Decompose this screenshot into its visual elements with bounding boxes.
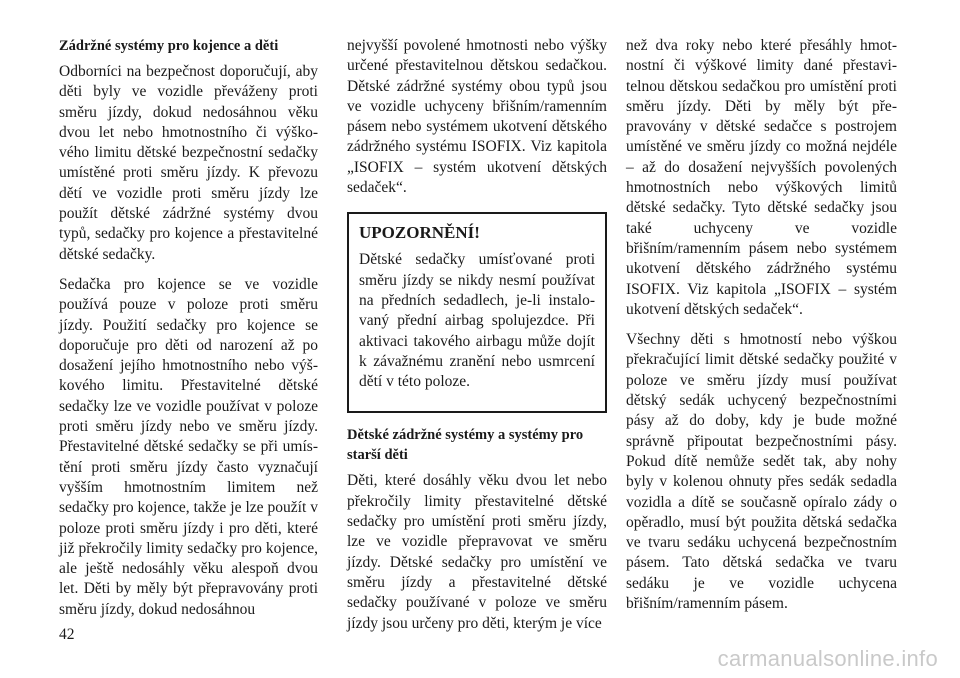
paragraph: nejvyšší povolené hmotnosti nebo výšky určené přestavitelnou dětskou sedačkou. Dětské zádržné systémy obou typů jsou ve vozidle uchyceny břišním/ramenním pásem nebo systémem ukotvení dětského zádržného systému ISOFIX. Viz kapitola „ISOFIX – systém ukotvení dětských sedaček“. bbox=[347, 37, 607, 197]
section-heading-infant-restraints: Zádržné systémy pro kojence a děti bbox=[59, 38, 279, 54]
column-right bbox=[626, 36, 897, 624]
watermark: carmanualsonline.info bbox=[717, 646, 938, 671]
paragraph: Děti, které dosáhly věku dvou let nebo překročily limity přestavitelné dětské sedačky pro umístění proti směru jízdy, lze ve vozidle přepravovat ve směru jízdy. Dětské sedačky pro umístění ve směru jízdy a přestavitelné dětské sedačky používané v poloze ve směru jízdy jsou určeny pro děti, kterým je více bbox=[347, 472, 607, 632]
section-heading-older-children: Dětské zádržné systémy a systémy pro starší děti bbox=[347, 427, 584, 464]
paragraph: Sedačka pro kojence se ve vozidle používá pouze v poloze proti směru jízdy. Použití sedačky pro kojence se doporučuje pro děti od narození až po dosažení jejího hmotnostního nebo výškového limitu. Přestavitelné dětské sedačky lze ve vozidle používat v poloze proti směru jízdy nebo ve směru jízdy. Přestavitelné dětské sedačky se při umístění proti směru jízdy často vyznačují vyšším hmotnostním limitem než sedačky pro kojence, takže je lze použít v poloze proti směru jízdy i pro děti, které již překročily limity sedačky pro kojence, ale ještě nedosáhly věku alespoň dvou let. Děti by měly být přepravovány proti směru jízdy, dokud nedosáhnou bbox=[59, 275, 318, 618]
warning-title: UPOZORNĚNÍ! bbox=[359, 223, 480, 243]
paragraph: Odborníci na bezpečnost doporučují, aby děti byly ve vozidle převáženy proti směru jízdy, dokud nedosáhnou věku dvou let nebo hmotnostního či výškového limitu dětské bezpečnostní sedačky umístěné proti směru jízdy. K převozu dětí ve vozidle proti směru jízdy lze použít dětské zádržné systémy dvou typů, sedačky pro kojence a přestavitelné dětské sedačky. bbox=[59, 63, 318, 263]
warning-box bbox=[347, 212, 607, 413]
warning-body: Dětské sedačky umísťované proti směru jízdy se nikdy nesmí používat na předních sedadlech, je-li instalovaný přední airbag spolujezdce. Při aktivaci takového airbagu může dojít k závažnému zranění nebo usmrcení dětí v této poloze. bbox=[359, 251, 595, 391]
column-left bbox=[59, 36, 318, 630]
page-number: 42 bbox=[59, 626, 75, 643]
paragraph: Všechny děti s hmotností nebo výškou překračující limit dětské sedačky použité v poloze ve směru jízdy musí používat dětský sedák uchycený bezpečnostními pásy až do doby, kdy je bude možné správně připoutat bezpečnostními pásy. Pokud dítě nemůže sedět tak, aby nohy byly v kolenou ohnuty přes sedák sedadla vozidla a dítě se současně opíralo zády o opěradlo, musí být použita dětská sedačka ve tvaru sedáku uchycená bezpečnostním pásem. Tato dětská sedačka ve tvaru sedáku je ve vozidle uchycena břišním/ramenním pásem. bbox=[626, 331, 897, 613]
paragraph: než dva roky nebo které přesáhly hmotnostní či výškové limity dané přestavitelnou dětskou sedačkou pro umístění proti směru jízdy. Děti by měly být přepravovány v dětské sedačce s postrojem umístěné ve směru jízdy co možná nejdéle – až do dosažení nejvyšších povolených hmotnostních nebo výškových limitů dětské sedačky. Tyto dětské sedačky jsou také uchyceny ve vozidle břišním/ramenním pásem nebo systémem ukotvení dětského zádržného systému ISOFIX. Viz kapitola „ISOFIX – systém ukotvení dětských sedaček“. bbox=[626, 37, 897, 318]
column-middle bbox=[347, 36, 607, 644]
